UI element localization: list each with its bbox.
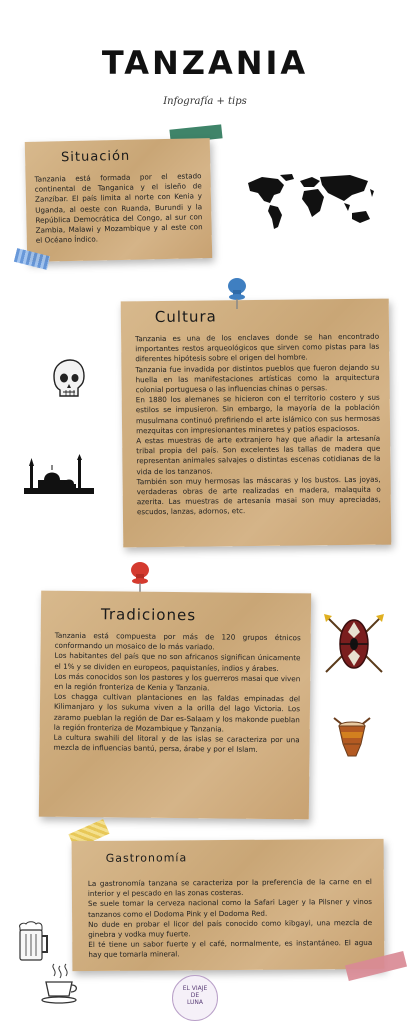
logo-line: DE — [190, 992, 200, 999]
gastronomia-text — [88, 877, 373, 961]
coffee-cup-icon — [40, 962, 80, 1006]
skull-icon — [48, 358, 86, 402]
mosque-skyline-icon — [24, 454, 94, 494]
cultura-text — [135, 332, 381, 518]
situacion-card — [25, 138, 212, 262]
cultura-paragraph: También son muy hermosas las máscaras y los bustos. Las joyas, verdaderas obras de arte realizadas en madera, malaquita o azerita. Las muestras de artesanía masai son muy apreciadas, escudos, lanzas, adornos, etc. — [136, 474, 381, 517]
cultura-card — [121, 299, 392, 548]
beer-mug-icon — [16, 920, 50, 962]
cultura-paragraph: Tanzania fue invadida por distintos pueblos que fueron dejando su huella en las manifestaciones artísticas como la arquitectura colonial portuguesa o las influencias chinas o persas. — [135, 362, 380, 395]
cultura-paragraph: En 1880 los alemanes se hicieron con el territorio costero y sus estilos se impusieron. Sin embargo, la mayoría de la población musulmana continuó prefiriendo el arte islámico con sus hermosas mezquitas con impresionantes minaretes y patios espaciosos. — [135, 392, 380, 436]
tradiciones-title: Tradiciones — [100, 605, 197, 625]
cultura-paragraph: Tanzania es una de los enclaves donde se han encontrado importantes restos arqueológicos que sirven como pistas para las diferentes hipótesis sobre el origen del hombre. — [135, 331, 380, 364]
drum-icon — [332, 716, 372, 760]
situacion-text: Tanzania está formada por el estado continental de Tanganica y el isleño de Zanzíbar. El país limita al norte con Kenia y Uganda, al oeste con Ruanda, Burundi y la República Democrática del Congo, al sur con Zambia, Malawi y Mozambique y al este con el Océano Índico. — [34, 171, 203, 245]
tradiciones-text — [53, 631, 300, 756]
cultura-title: Cultura — [154, 307, 217, 327]
world-map-icon — [240, 171, 380, 233]
page-subtitle: Infografía + tips — [163, 96, 247, 107]
cultura-paragraph: A estas muestras de arte extranjero hay que añadir la artesanía tribal propia del país. Son excelentes las tallas de madera que representan animales salvajes o distintas escenas cotidianas de la vida de los tanzanos. — [136, 433, 381, 476]
tradiciones-paragraph: Tanzania está compuesta por más de 120 grupos étnicos conformando un mosaico de lo más variado. — [54, 630, 301, 652]
brand-logo — [172, 975, 218, 1021]
logo-line: EL VIAJE — [182, 985, 208, 992]
gastronomia-paragraph: No dude en probar el licor del país conocido como kibgayi, una mezcla de ginebra y vodka muy fuerte. — [88, 917, 373, 939]
gastronomia-title: Gastronomía — [105, 851, 188, 865]
tradiciones-paragraph: Los habitantes del país que no son africanos significan únicamente el 1% y se dividen en europeos, paquistaníes, indios y árabes. — [54, 651, 301, 673]
gastronomia-card — [72, 839, 385, 971]
situacion-title: Situación — [60, 148, 131, 166]
tradiciones-paragraph: Los chagga cultivan plantaciones en las faldas empinadas del Kilimanjaro y los sukuma viven a la orilla del lago Victoria. Los zaramo pueblan la región de Dar es-Salaam y los makonde pueblan la región fronteriza de Mozambique y Tanzania. — [53, 691, 301, 734]
tradiciones-paragraph: La cultura swahili del litoral y de las islas se caracteriza por una mezcla de influencias bantú, persa, árabe y por el Islam. — [53, 732, 300, 755]
tradiciones-card — [39, 591, 311, 820]
pushpin-icon — [224, 276, 250, 310]
gastronomia-paragraph: La gastronomía tanzana se caracteriza por la preferencia de la carne en el interior y el pescado en las zonas costeras. — [87, 876, 372, 899]
masai-shield-icon — [322, 612, 386, 676]
logo-line: LUNA — [186, 999, 204, 1006]
gastronomia-paragraph: Se suele tomar la cerveza nacional como la Safari Lager y la Pilsner y vinos tanzanos como el Dodoma Pink y el Dodoma Red. — [87, 897, 373, 919]
gastronomia-paragraph: El té tiene un sabor fuerte y el café, normalmente, es instantáneo. El agua hay que tomarla mineral. — [88, 938, 373, 960]
tradiciones-paragraph: Los más conocidos son los pastores y los guerreros masai que viven en la región fronteriza de Kenia y Tanzania. — [54, 671, 301, 693]
page-title: TANZANIA — [101, 44, 309, 82]
